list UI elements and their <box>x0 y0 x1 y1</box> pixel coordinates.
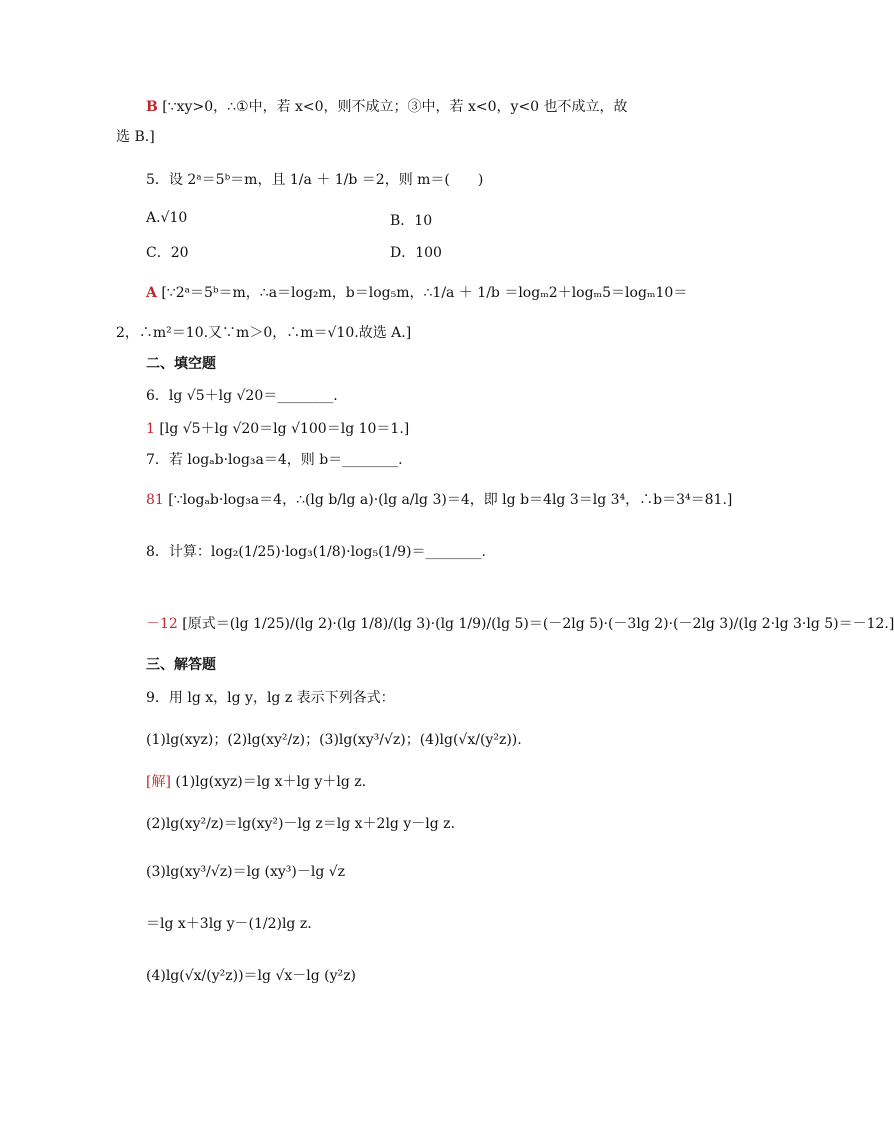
answer-text: [∵logₐb·log₃a＝4，∴(lg b/lg a)·(lg a/lg 3)＝4，即 lg b＝4lg 3＝lg 3⁴，∴b＝3⁴＝81.] <box>168 492 733 508</box>
answer-letter: A <box>146 285 157 301</box>
q8-answer <box>146 614 894 634</box>
q5-option-c: C．20 <box>146 245 189 261</box>
q5-option-b: B．10 <box>390 213 433 229</box>
section-heading-solutions: 三、解答题 <box>146 657 216 673</box>
q9-solution-1 <box>146 772 366 792</box>
q8-stem: 8．计算：log₂(1/25)·log₃(1/8)·log₅(1/9)＝________. <box>146 544 486 560</box>
q7-answer <box>146 490 732 510</box>
q9-solution-3a: (3)lg(xy³/√z)＝lg (xy³)－lg √z <box>146 864 346 880</box>
q6-stem: 6．lg √5＋lg √20＝________. <box>146 388 338 404</box>
q4-answer-line2: 选 B.] <box>116 129 155 145</box>
q5-option-d: D．100 <box>390 245 442 261</box>
answer-text: [lg √5＋lg √20＝lg √100＝lg 10＝1.] <box>159 421 410 437</box>
q9-stem: 9．用 lg x，lg y，lg z 表示下列各式： <box>146 690 395 706</box>
q5-stem: 5．设 2ᵃ＝5ᵇ＝m，且 1/a ＋ 1/b ＝2，则 m＝( ) <box>146 172 484 188</box>
answer-text: [∵2ᵃ＝5ᵇ＝m，∴a＝log₂m，b＝log₅m，∴1/a ＋ 1/b ＝logₘ2＋logₘ5＝logₘ10＝ <box>161 285 688 301</box>
q9-solution-2: (2)lg(xy²/z)＝lg(xy²)－lg z＝lg x＋2lg y－lg z. <box>146 816 455 832</box>
q7-stem: 7．若 logₐb·log₃a＝4，则 b＝________. <box>146 452 403 468</box>
answer-value: －12 <box>146 616 178 632</box>
q6-answer <box>146 419 409 439</box>
solution-text: (1)lg(xyz)＝lg x＋lg y＋lg z. <box>175 774 367 790</box>
section-heading-fill-blank: 二、填空题 <box>146 356 216 372</box>
answer-value: 81 <box>146 492 164 508</box>
q5-option-a: A.√10 <box>146 210 188 226</box>
answer-text: [∵xy>0，∴①中，若 x<0，则不成立；③中，若 x<0，y<0 也不成立，故 <box>162 99 628 115</box>
answer-letter: B <box>146 99 158 115</box>
q9-solution-4: (4)lg(√x/(y²z))＝lg √x－lg (y²z) <box>146 968 356 984</box>
q4-answer-line1 <box>146 97 628 117</box>
q5-answer-line2: 2，∴m²＝10.又∵m＞0，∴m＝√10.故选 A.] <box>116 325 412 341</box>
q9-solution-3b: ＝lg x＋3lg y－(1/2)lg z. <box>146 916 312 932</box>
answer-value: 1 <box>146 421 155 437</box>
solution-label: [解] <box>146 774 171 790</box>
answer-text: [原式＝(lg 1/25)/(lg 2)·(lg 1/8)/(lg 3)·(lg 1/9)/(lg 5)＝(－2lg 5)·(－3lg 2)·(－2lg 3)/(lg 2·lg 3·lg 5)＝－12.] <box>182 616 894 632</box>
q5-answer-line1 <box>146 283 687 303</box>
q9-parts: (1)lg(xyz)；(2)lg(xy²/z)；(3)lg(xy³/√z)；(4)lg(√x/(y²z)). <box>146 732 522 748</box>
